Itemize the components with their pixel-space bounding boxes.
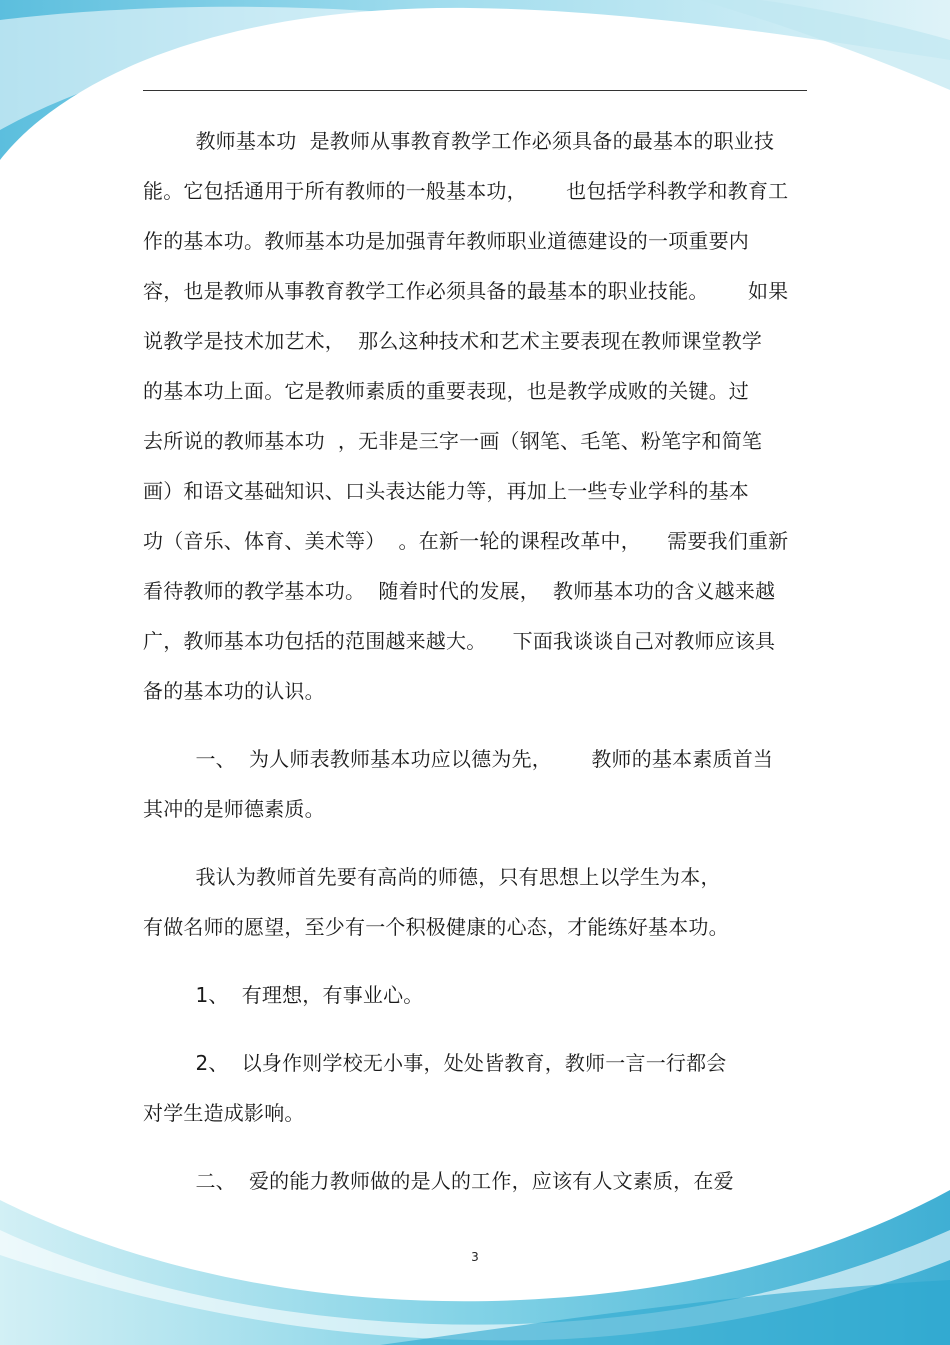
top-wave-highlight	[0, 7, 800, 130]
body-text-line: 作的基本功。教师基本功是加强青年教师职业道德建设的一项重要内	[143, 229, 749, 253]
body-text-line: 广，教师基本功包括的范围越来越大。 下面我谈谈自己对教师应该具	[143, 629, 776, 653]
body-text-line: 功（音乐、体育、美术等） 。在新一轮的课程改革中， 需要我们重新	[143, 529, 789, 553]
list-item-2: 2、 以身作则学校无小事，处处皆教育，教师一言一行都会	[143, 1051, 727, 1075]
body-text-line: 有做名师的愿望，至少有一个积极健康的心态，才能练好基本功。	[143, 915, 729, 939]
body-text-line: 我认为教师首先要有高尚的师德，只有思想上以学生为本，	[143, 865, 721, 889]
body-text-line: 画）和语文基础知识、口头表达能力等，再加上一些专业学科的基本	[143, 479, 749, 503]
section-heading-2: 二、 爱的能力教师做的是人的工作，应该有人文素质，在爱	[143, 1169, 734, 1193]
body-text-line: 其冲的是师德素质。	[143, 797, 325, 821]
page-number: 3	[471, 1250, 479, 1264]
section-heading-1: 一、 为人师表教师基本功应以德为先， 教师的基本素质首当	[143, 747, 774, 771]
body-text-line: 备的基本功的认识。	[143, 679, 325, 703]
list-item-1: 1、 有理想，有事业心。	[143, 983, 424, 1007]
body-text-line: 看待教师的教学基本功。 随着时代的发展， 教师基本功的含义越来越	[143, 579, 776, 603]
body-text-line: 去所说的教师基本功 ，无非是三字一画（钢笔、毛笔、粉笔字和简笔	[143, 429, 763, 453]
body-text-line: 对学生造成影响。	[143, 1101, 305, 1125]
header-rule	[143, 90, 807, 91]
body-text-line: 容，也是教师从事教育教学工作必须具备的最基本的职业技能。 如果	[143, 279, 789, 303]
body-text-line: 教师基本功 是教师从事教育教学工作必须具备的最基本的职业技	[143, 129, 775, 153]
body-text-line: 的基本功上面。它是教师素质的重要表现，也是教学成败的关键。过	[143, 379, 749, 403]
body-text-line: 说教学是技术加艺术， 那么这种技术和艺术主要表现在教师课堂教学	[143, 329, 763, 353]
body-text-line: 能。它包括通用于所有教师的一般基本功， 也包括学科教学和教育工	[143, 179, 789, 203]
